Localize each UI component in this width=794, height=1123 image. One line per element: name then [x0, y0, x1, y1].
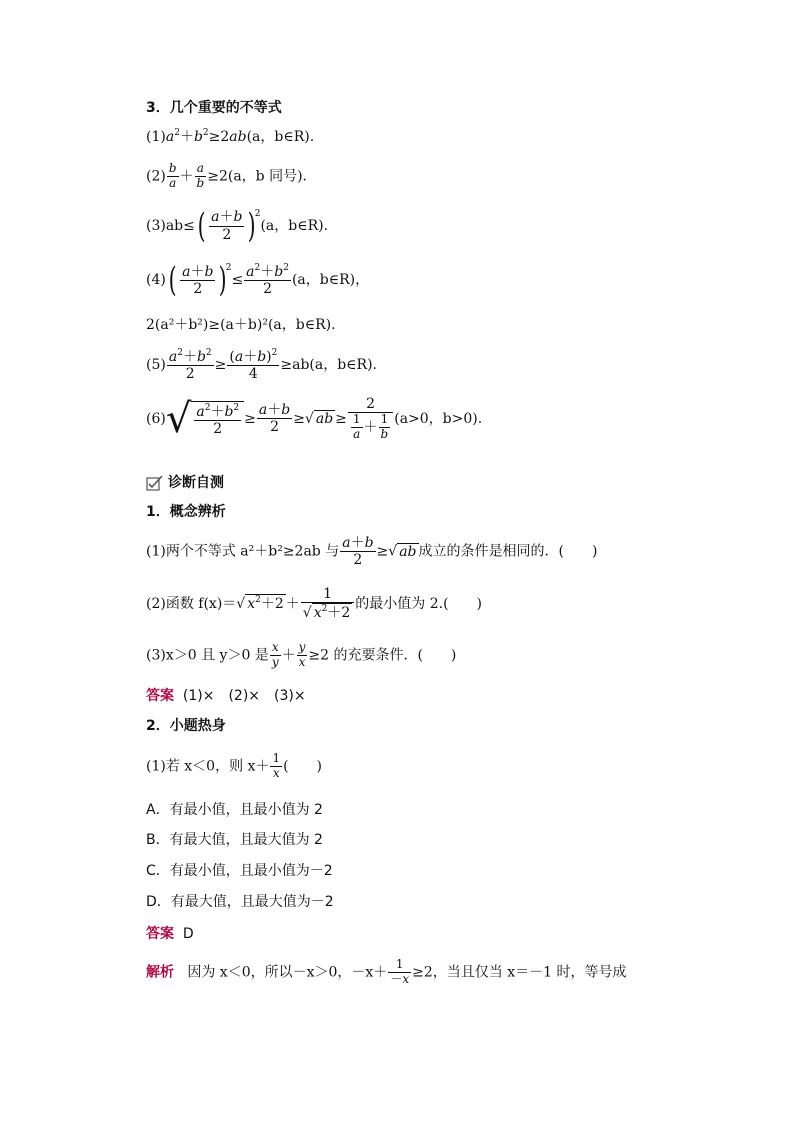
inequality-2: (2) $\frac{b}{a}$ ＋ $\frac{a}{b}$ ≥2(a，b 同号)． [146, 161, 317, 190]
answer-label: 答案 [146, 926, 174, 942]
item-condition: ≥2(a，b 同号)． [207, 168, 317, 185]
q1-item-1-text: (1)两个不等式 a²＋b²≥2ab 与 [146, 543, 340, 560]
inequality-3: (3)ab≤( $\frac{a+b}{2}$ )$^2$(a，b∈R). [146, 206, 329, 246]
option-b: B．有最大值，且最大值为 2 [146, 832, 323, 848]
q2-item-1-text: (1)若 x＜0，则 x＋ [146, 758, 270, 775]
q1-item-1: (1)两个不等式 a²＋b²≥2ab 与 $\frac{a+b}{2}$ ≥√ ab 成立的条件是相同的．( ) [146, 535, 598, 569]
q1-item-3-text: (3)x＞0 且 y＞0 是 [146, 647, 269, 664]
inequality-6: (6)√ $\frac{a^2+b^2}{2}$ ≥ $\frac{a+b}{2}$ ≥√ ab ≥ 2 $\frac{1}{a}$ ＋ $\frac{1}{b}$ (a>0，b>0). [146, 395, 483, 442]
analysis-label: 解析 [146, 964, 174, 981]
item-condition: (a，b∈R). [260, 218, 329, 234]
answer-2 [146, 927, 194, 941]
inequality-4-line2: 2(a²＋b²)≥(a＋b)²(a，b∈R). [146, 317, 336, 333]
option-d: D．有最大值，且最大值为－2 [146, 894, 334, 910]
q2-item-1: (1)若 x＜0，则 x＋ $\frac{1}{x}$ ( ) [146, 751, 323, 780]
diagnosis-title: 诊断自测 [168, 475, 224, 491]
item-number: (6) [146, 410, 166, 427]
answer-value: D [182, 926, 194, 942]
q1-item-3: (3)x＞0 且 y＞0 是 $\frac{x}{y}$ ＋ $\frac{y}{x}$ ≥2 的充要条件．( ) [146, 640, 457, 669]
item-number: (1) [146, 129, 166, 145]
answer-value: (1)× (2)× (3)× [182, 688, 306, 704]
answer-label: 答案 [146, 688, 174, 704]
item-condition: (a，b∈R). [246, 129, 315, 145]
item-number: (2) [146, 168, 166, 185]
diagnosis-header [146, 475, 224, 491]
analysis: 解析 因为 x＜0，所以－x＞0，－x＋ $\frac{1}{-x}$ ≥2，当且仅当 x＝－1 时，等号成 [146, 957, 627, 986]
item-number: (3)ab≤ [146, 218, 195, 234]
item-condition: (a>0，b>0). [394, 410, 483, 427]
answer-1 [146, 689, 306, 703]
option-c: C．有最小值，且最小值为－2 [146, 863, 333, 879]
inequality-4: (4)( $\frac{a+b}{2}$ )$^2$≤ $\frac{a^2+b^2}{2}$ (a，b∈R)， [146, 260, 370, 301]
section-heading: 3．几个重要的不等式 [146, 100, 282, 116]
q1-item-3-tail: ≥2 的充要条件．( ) [308, 647, 457, 664]
q2-item-1-tail: ( ) [283, 758, 323, 775]
inequality-5: (5) $\frac{a^2+b^2}{2}$ ≥ $\frac{(a+b)^2}{4}$ ≥ab(a，b∈R). [146, 348, 378, 383]
option-a: A．有最小值，且最小值为 2 [146, 802, 323, 818]
q1-item-2: (2)函数 f(x)＝√ $x^2+2$ ＋ $\frac{1}{√ x^2+2}$ 的最小值为 2.( ) [146, 586, 482, 622]
item-number: (4) [146, 272, 166, 289]
analysis-tail: ≥2，当且仅当 x＝－1 时，等号成 [412, 964, 627, 981]
q1-heading: 1．概念辨析 [146, 504, 226, 520]
analysis-text: 因为 x＜0，所以－x＞0，－x＋ [187, 964, 388, 981]
q1-item-2-text: (2)函数 f(x)＝ [146, 595, 237, 612]
inequality-1: $(1)a^2+b^2\ge 2ab(a$，b∈R). [146, 128, 315, 145]
item-condition: ≥ab(a，b∈R). [280, 357, 378, 374]
item-number: (5) [146, 357, 166, 374]
q2-heading: 2．小题热身 [146, 718, 226, 734]
checkbox-pencil-icon [146, 475, 164, 491]
q1-item-2-tail: 的最小值为 2.( ) [355, 595, 482, 612]
q1-item-1-tail: 成立的条件是相同的．( ) [418, 543, 598, 560]
item-condition: (a，b∈R)， [291, 272, 370, 289]
